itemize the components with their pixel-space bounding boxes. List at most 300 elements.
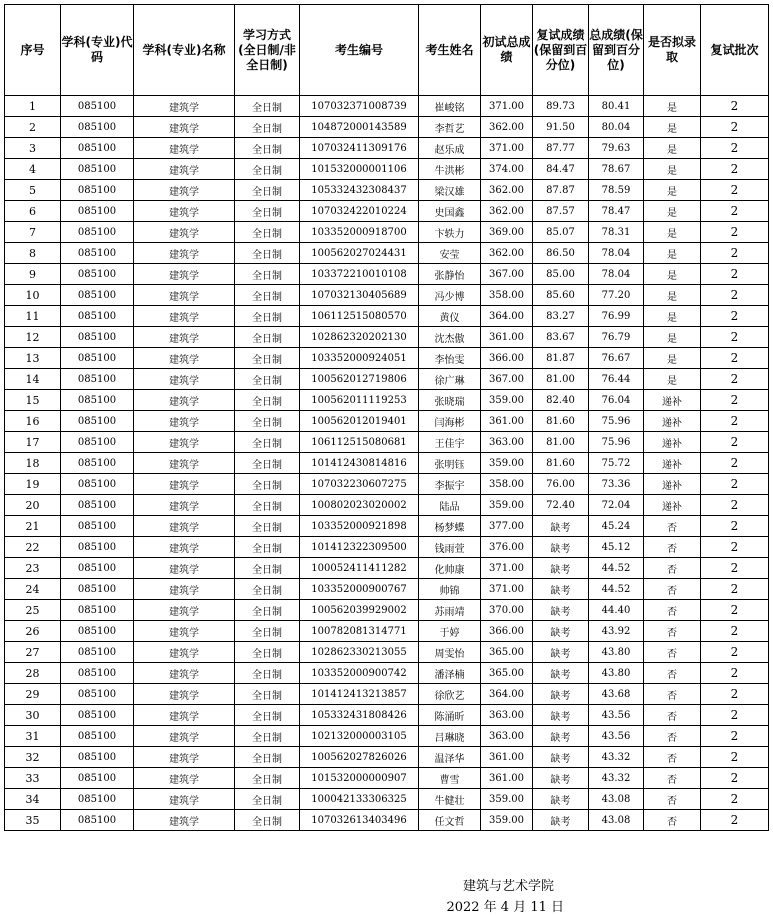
cell-subject-name: 建筑学: [134, 432, 235, 453]
cell-admission-status: 否: [644, 684, 701, 705]
cell-initial-score: 364.00: [481, 306, 533, 327]
cell-candidate-name: 陆品: [419, 495, 481, 516]
table-row: [5, 495, 769, 516]
cell-subject-code: 085100: [61, 684, 134, 705]
cell-study-mode: 全日制: [235, 684, 300, 705]
table-row: [5, 747, 769, 768]
cell-subject-code: 085100: [61, 180, 134, 201]
table-row: [5, 453, 769, 474]
cell-total-score: 75.72: [589, 453, 644, 474]
cell-initial-score: 374.00: [481, 159, 533, 180]
header-subject-code: 学科(专业)代码: [61, 5, 134, 96]
header-admission-status: 是否拟录取: [644, 5, 701, 96]
cell-candidate-id: 106112515080681: [300, 432, 419, 453]
cell-admission-status: 是: [644, 138, 701, 159]
cell-study-mode: 全日制: [235, 390, 300, 411]
organization-name: 建筑与艺术学院: [462, 879, 554, 894]
cell-candidate-id: 105332431808426: [300, 705, 419, 726]
cell-seq: 23: [5, 558, 61, 579]
cell-subject-code: 085100: [61, 159, 134, 180]
cell-study-mode: 全日制: [235, 117, 300, 138]
header-seq: 序号: [5, 5, 61, 96]
cell-retest-batch: 2: [701, 285, 769, 306]
cell-retest-batch: 2: [701, 432, 769, 453]
cell-initial-score: 363.00: [481, 726, 533, 747]
cell-subject-name: 建筑学: [134, 705, 235, 726]
cell-subject-name: 建筑学: [134, 96, 235, 117]
table-row: [5, 579, 769, 600]
cell-candidate-name: 周雯怡: [419, 642, 481, 663]
cell-retest-score: 81.00: [533, 432, 589, 453]
cell-retest-batch: 2: [701, 411, 769, 432]
cell-subject-code: 085100: [61, 747, 134, 768]
cell-retest-score: 81.87: [533, 348, 589, 369]
cell-candidate-name: 崔峻铭: [419, 96, 481, 117]
table-row: [5, 684, 769, 705]
cell-seq: 10: [5, 285, 61, 306]
cell-study-mode: 全日制: [235, 579, 300, 600]
cell-candidate-name: 卞轶力: [419, 222, 481, 243]
cell-subject-code: 085100: [61, 348, 134, 369]
cell-retest-batch: 2: [701, 453, 769, 474]
cell-study-mode: 全日制: [235, 264, 300, 285]
cell-retest-batch: 2: [701, 726, 769, 747]
cell-subject-name: 建筑学: [134, 369, 235, 390]
cell-total-score: 43.92: [589, 621, 644, 642]
cell-initial-score: 371.00: [481, 96, 533, 117]
cell-subject-name: 建筑学: [134, 117, 235, 138]
cell-retest-batch: 2: [701, 138, 769, 159]
cell-admission-status: 是: [644, 201, 701, 222]
cell-total-score: 78.47: [589, 201, 644, 222]
cell-candidate-id: 103352000918700: [300, 222, 419, 243]
cell-candidate-id: 100562027826026: [300, 747, 419, 768]
cell-retest-batch: 2: [701, 537, 769, 558]
cell-candidate-name: 牛健壮: [419, 789, 481, 810]
cell-retest-batch: 2: [701, 348, 769, 369]
cell-admission-status: 递补: [644, 390, 701, 411]
cell-study-mode: 全日制: [235, 222, 300, 243]
cell-seq: 8: [5, 243, 61, 264]
cell-candidate-id: 100562012019401: [300, 411, 419, 432]
cell-retest-score: 缺考: [533, 642, 589, 663]
cell-candidate-name: 王佳宇: [419, 432, 481, 453]
cell-total-score: 43.56: [589, 726, 644, 747]
cell-initial-score: 367.00: [481, 264, 533, 285]
cell-study-mode: 全日制: [235, 705, 300, 726]
cell-candidate-id: 105332432308437: [300, 180, 419, 201]
cell-admission-status: 否: [644, 537, 701, 558]
cell-seq: 26: [5, 621, 61, 642]
cell-subject-name: 建筑学: [134, 579, 235, 600]
cell-subject-code: 085100: [61, 621, 134, 642]
cell-retest-score: 89.73: [533, 96, 589, 117]
cell-retest-score: 87.77: [533, 138, 589, 159]
cell-subject-code: 085100: [61, 537, 134, 558]
cell-subject-code: 085100: [61, 432, 134, 453]
cell-retest-score: 缺考: [533, 663, 589, 684]
cell-retest-score: 缺考: [533, 768, 589, 789]
cell-subject-code: 085100: [61, 579, 134, 600]
cell-retest-batch: 2: [701, 327, 769, 348]
cell-admission-status: 是: [644, 306, 701, 327]
cell-total-score: 79.63: [589, 138, 644, 159]
cell-seq: 18: [5, 453, 61, 474]
cell-subject-name: 建筑学: [134, 348, 235, 369]
cell-candidate-id: 100802023020002: [300, 495, 419, 516]
cell-study-mode: 全日制: [235, 243, 300, 264]
cell-candidate-id: 101532000000907: [300, 768, 419, 789]
cell-total-score: 43.32: [589, 768, 644, 789]
table-row: [5, 642, 769, 663]
cell-study-mode: 全日制: [235, 96, 300, 117]
cell-initial-score: 362.00: [481, 117, 533, 138]
cell-seq: 7: [5, 222, 61, 243]
cell-retest-score: 缺考: [533, 537, 589, 558]
cell-initial-score: 359.00: [481, 495, 533, 516]
cell-candidate-name: 李哲艺: [419, 117, 481, 138]
cell-subject-name: 建筑学: [134, 243, 235, 264]
cell-candidate-id: 107032422010224: [300, 201, 419, 222]
cell-subject-name: 建筑学: [134, 222, 235, 243]
cell-total-score: 45.24: [589, 516, 644, 537]
cell-initial-score: 359.00: [481, 789, 533, 810]
cell-retest-score: 缺考: [533, 810, 589, 831]
cell-total-score: 43.80: [589, 642, 644, 663]
cell-subject-code: 085100: [61, 306, 134, 327]
cell-subject-code: 085100: [61, 411, 134, 432]
cell-total-score: 43.80: [589, 663, 644, 684]
cell-subject-name: 建筑学: [134, 180, 235, 201]
cell-total-score: 76.44: [589, 369, 644, 390]
cell-retest-score: 85.60: [533, 285, 589, 306]
cell-retest-batch: 2: [701, 201, 769, 222]
cell-admission-status: 是: [644, 243, 701, 264]
cell-total-score: 43.68: [589, 684, 644, 705]
cell-retest-batch: 2: [701, 474, 769, 495]
table-row: [5, 621, 769, 642]
table-row: [5, 369, 769, 390]
cell-retest-batch: 2: [701, 96, 769, 117]
cell-retest-score: 87.57: [533, 201, 589, 222]
cell-candidate-id: 107032411309176: [300, 138, 419, 159]
cell-seq: 14: [5, 369, 61, 390]
cell-candidate-id: 101412322309500: [300, 537, 419, 558]
cell-study-mode: 全日制: [235, 474, 300, 495]
cell-seq: 33: [5, 768, 61, 789]
cell-retest-score: 85.07: [533, 222, 589, 243]
cell-retest-score: 缺考: [533, 516, 589, 537]
cell-total-score: 78.59: [589, 180, 644, 201]
cell-candidate-id: 100562011119253: [300, 390, 419, 411]
table-row: [5, 810, 769, 831]
cell-initial-score: 362.00: [481, 201, 533, 222]
cell-total-score: 77.20: [589, 285, 644, 306]
cell-seq: 20: [5, 495, 61, 516]
cell-retest-score: 91.50: [533, 117, 589, 138]
cell-retest-score: 缺考: [533, 684, 589, 705]
cell-admission-status: 否: [644, 600, 701, 621]
cell-subject-code: 085100: [61, 474, 134, 495]
cell-subject-code: 085100: [61, 390, 134, 411]
table-row: [5, 768, 769, 789]
cell-candidate-name: 沈杰傲: [419, 327, 481, 348]
cell-total-score: 76.04: [589, 390, 644, 411]
cell-admission-status: 否: [644, 789, 701, 810]
cell-study-mode: 全日制: [235, 810, 300, 831]
cell-retest-score: 72.40: [533, 495, 589, 516]
document-date: 2022 年 4 月 11 日: [446, 900, 564, 915]
cell-subject-name: 建筑学: [134, 600, 235, 621]
cell-seq: 29: [5, 684, 61, 705]
cell-seq: 28: [5, 663, 61, 684]
cell-seq: 3: [5, 138, 61, 159]
cell-retest-batch: 2: [701, 159, 769, 180]
cell-admission-status: 否: [644, 516, 701, 537]
cell-subject-code: 085100: [61, 495, 134, 516]
header-initial-score: 初试总成绩: [481, 5, 533, 96]
cell-subject-code: 085100: [61, 201, 134, 222]
cell-initial-score: 365.00: [481, 663, 533, 684]
cell-candidate-id: 103352000924051: [300, 348, 419, 369]
cell-subject-code: 085100: [61, 327, 134, 348]
cell-candidate-name: 徐欣艺: [419, 684, 481, 705]
cell-retest-batch: 2: [701, 180, 769, 201]
cell-initial-score: 362.00: [481, 180, 533, 201]
cell-subject-name: 建筑学: [134, 810, 235, 831]
cell-subject-name: 建筑学: [134, 684, 235, 705]
cell-candidate-id: 102132000003105: [300, 726, 419, 747]
cell-subject-code: 085100: [61, 558, 134, 579]
cell-total-score: 72.04: [589, 495, 644, 516]
cell-seq: 12: [5, 327, 61, 348]
cell-retest-batch: 2: [701, 642, 769, 663]
cell-study-mode: 全日制: [235, 768, 300, 789]
table-row: [5, 201, 769, 222]
table-row: [5, 285, 769, 306]
cell-retest-batch: 2: [701, 117, 769, 138]
cell-admission-status: 递补: [644, 453, 701, 474]
cell-retest-batch: 2: [701, 243, 769, 264]
cell-admission-status: 否: [644, 726, 701, 747]
cell-subject-code: 085100: [61, 768, 134, 789]
cell-study-mode: 全日制: [235, 747, 300, 768]
cell-admission-status: 递补: [644, 432, 701, 453]
table-row: [5, 432, 769, 453]
cell-study-mode: 全日制: [235, 180, 300, 201]
cell-candidate-name: 徐广琳: [419, 369, 481, 390]
cell-subject-code: 085100: [61, 810, 134, 831]
cell-candidate-id: 103372210010108: [300, 264, 419, 285]
cell-candidate-name: 张静怡: [419, 264, 481, 285]
cell-admission-status: 否: [644, 705, 701, 726]
cell-seq: 32: [5, 747, 61, 768]
cell-subject-name: 建筑学: [134, 306, 235, 327]
cell-seq: 13: [5, 348, 61, 369]
cell-subject-code: 085100: [61, 285, 134, 306]
cell-admission-status: 否: [644, 663, 701, 684]
header-retest-batch: 复试批次: [701, 5, 769, 96]
cell-initial-score: 363.00: [481, 432, 533, 453]
cell-seq: 31: [5, 726, 61, 747]
cell-subject-name: 建筑学: [134, 327, 235, 348]
cell-retest-batch: 2: [701, 579, 769, 600]
cell-total-score: 75.96: [589, 411, 644, 432]
cell-seq: 11: [5, 306, 61, 327]
cell-candidate-id: 101412413213857: [300, 684, 419, 705]
cell-candidate-id: 100562039929002: [300, 600, 419, 621]
cell-subject-name: 建筑学: [134, 453, 235, 474]
cell-admission-status: 是: [644, 348, 701, 369]
cell-retest-batch: 2: [701, 306, 769, 327]
cell-retest-batch: 2: [701, 663, 769, 684]
cell-study-mode: 全日制: [235, 642, 300, 663]
cell-initial-score: 367.00: [481, 369, 533, 390]
table-row: [5, 138, 769, 159]
cell-subject-name: 建筑学: [134, 642, 235, 663]
table-row: [5, 180, 769, 201]
cell-admission-status: 是: [644, 285, 701, 306]
cell-study-mode: 全日制: [235, 495, 300, 516]
cell-initial-score: 366.00: [481, 621, 533, 642]
cell-candidate-name: 张明钰: [419, 453, 481, 474]
cell-retest-score: 83.27: [533, 306, 589, 327]
cell-candidate-id: 100052411411282: [300, 558, 419, 579]
cell-subject-code: 085100: [61, 96, 134, 117]
cell-subject-name: 建筑学: [134, 495, 235, 516]
cell-study-mode: 全日制: [235, 411, 300, 432]
cell-subject-name: 建筑学: [134, 558, 235, 579]
cell-candidate-id: 103352000900767: [300, 579, 419, 600]
cell-candidate-id: 101412430814816: [300, 453, 419, 474]
cell-retest-score: 84.47: [533, 159, 589, 180]
header-total-score: 总成绩(保留到百分位): [589, 5, 644, 96]
cell-candidate-name: 钱雨萱: [419, 537, 481, 558]
cell-subject-code: 085100: [61, 642, 134, 663]
table-row: [5, 411, 769, 432]
cell-candidate-name: 梁汉雄: [419, 180, 481, 201]
cell-candidate-name: 陈涌昕: [419, 705, 481, 726]
cell-candidate-name: 苏雨靖: [419, 600, 481, 621]
cell-study-mode: 全日制: [235, 306, 300, 327]
cell-admission-status: 否: [644, 558, 701, 579]
cell-study-mode: 全日制: [235, 369, 300, 390]
cell-candidate-id: 106112515080570: [300, 306, 419, 327]
cell-admission-status: 是: [644, 222, 701, 243]
cell-admission-status: 否: [644, 642, 701, 663]
cell-initial-score: 361.00: [481, 747, 533, 768]
cell-subject-name: 建筑学: [134, 264, 235, 285]
cell-seq: 15: [5, 390, 61, 411]
cell-subject-code: 085100: [61, 789, 134, 810]
cell-subject-name: 建筑学: [134, 726, 235, 747]
cell-study-mode: 全日制: [235, 789, 300, 810]
cell-total-score: 80.04: [589, 117, 644, 138]
cell-retest-score: 81.60: [533, 411, 589, 432]
cell-subject-code: 085100: [61, 264, 134, 285]
admission-results-table: [4, 4, 769, 831]
cell-subject-code: 085100: [61, 243, 134, 264]
cell-total-score: 43.08: [589, 789, 644, 810]
cell-total-score: 43.56: [589, 705, 644, 726]
cell-candidate-name: 潘泽楠: [419, 663, 481, 684]
cell-subject-name: 建筑学: [134, 537, 235, 558]
cell-initial-score: 377.00: [481, 516, 533, 537]
header-subject-name: 学科(专业)名称: [134, 5, 235, 96]
cell-subject-name: 建筑学: [134, 474, 235, 495]
cell-retest-batch: 2: [701, 600, 769, 621]
cell-candidate-id: 102862320202130: [300, 327, 419, 348]
cell-retest-batch: 2: [701, 264, 769, 285]
cell-candidate-id: 101532000001106: [300, 159, 419, 180]
cell-admission-status: 是: [644, 96, 701, 117]
cell-initial-score: 362.00: [481, 243, 533, 264]
cell-retest-score: 86.50: [533, 243, 589, 264]
cell-retest-batch: 2: [701, 390, 769, 411]
cell-candidate-id: 102862330213055: [300, 642, 419, 663]
cell-admission-status: 否: [644, 621, 701, 642]
cell-candidate-name: 任文哲: [419, 810, 481, 831]
cell-study-mode: 全日制: [235, 201, 300, 222]
cell-candidate-id: 107032613403496: [300, 810, 419, 831]
cell-candidate-name: 史国鑫: [419, 201, 481, 222]
cell-study-mode: 全日制: [235, 432, 300, 453]
cell-initial-score: 365.00: [481, 642, 533, 663]
cell-retest-score: 缺考: [533, 789, 589, 810]
cell-retest-score: 81.00: [533, 369, 589, 390]
cell-total-score: 78.31: [589, 222, 644, 243]
cell-seq: 19: [5, 474, 61, 495]
cell-study-mode: 全日制: [235, 726, 300, 747]
header-study-mode: 学习方式(全日制/非全日制): [235, 5, 300, 96]
cell-candidate-name: 安莹: [419, 243, 481, 264]
cell-retest-score: 87.87: [533, 180, 589, 201]
cell-admission-status: 是: [644, 327, 701, 348]
cell-candidate-id: 100042133306325: [300, 789, 419, 810]
cell-candidate-name: 温泽华: [419, 747, 481, 768]
table-row: [5, 96, 769, 117]
cell-initial-score: 358.00: [481, 474, 533, 495]
cell-admission-status: 是: [644, 117, 701, 138]
table-body: [5, 96, 769, 831]
cell-seq: 9: [5, 264, 61, 285]
cell-initial-score: 359.00: [481, 453, 533, 474]
cell-total-score: 78.04: [589, 264, 644, 285]
cell-candidate-name: 牛洪彬: [419, 159, 481, 180]
cell-candidate-id: 103352000921898: [300, 516, 419, 537]
table-row: [5, 705, 769, 726]
table-row: [5, 222, 769, 243]
cell-study-mode: 全日制: [235, 558, 300, 579]
cell-admission-status: 是: [644, 264, 701, 285]
cell-study-mode: 全日制: [235, 621, 300, 642]
cell-retest-score: 缺考: [533, 600, 589, 621]
cell-seq: 25: [5, 600, 61, 621]
table-row: [5, 348, 769, 369]
table-row: [5, 264, 769, 285]
cell-subject-code: 085100: [61, 516, 134, 537]
cell-total-score: 76.67: [589, 348, 644, 369]
cell-candidate-name: 帅锦: [419, 579, 481, 600]
cell-subject-name: 建筑学: [134, 285, 235, 306]
cell-candidate-name: 化帅康: [419, 558, 481, 579]
cell-admission-status: 否: [644, 810, 701, 831]
cell-candidate-id: 107032130405689: [300, 285, 419, 306]
cell-subject-name: 建筑学: [134, 390, 235, 411]
cell-subject-code: 085100: [61, 726, 134, 747]
cell-seq: 4: [5, 159, 61, 180]
cell-retest-batch: 2: [701, 621, 769, 642]
